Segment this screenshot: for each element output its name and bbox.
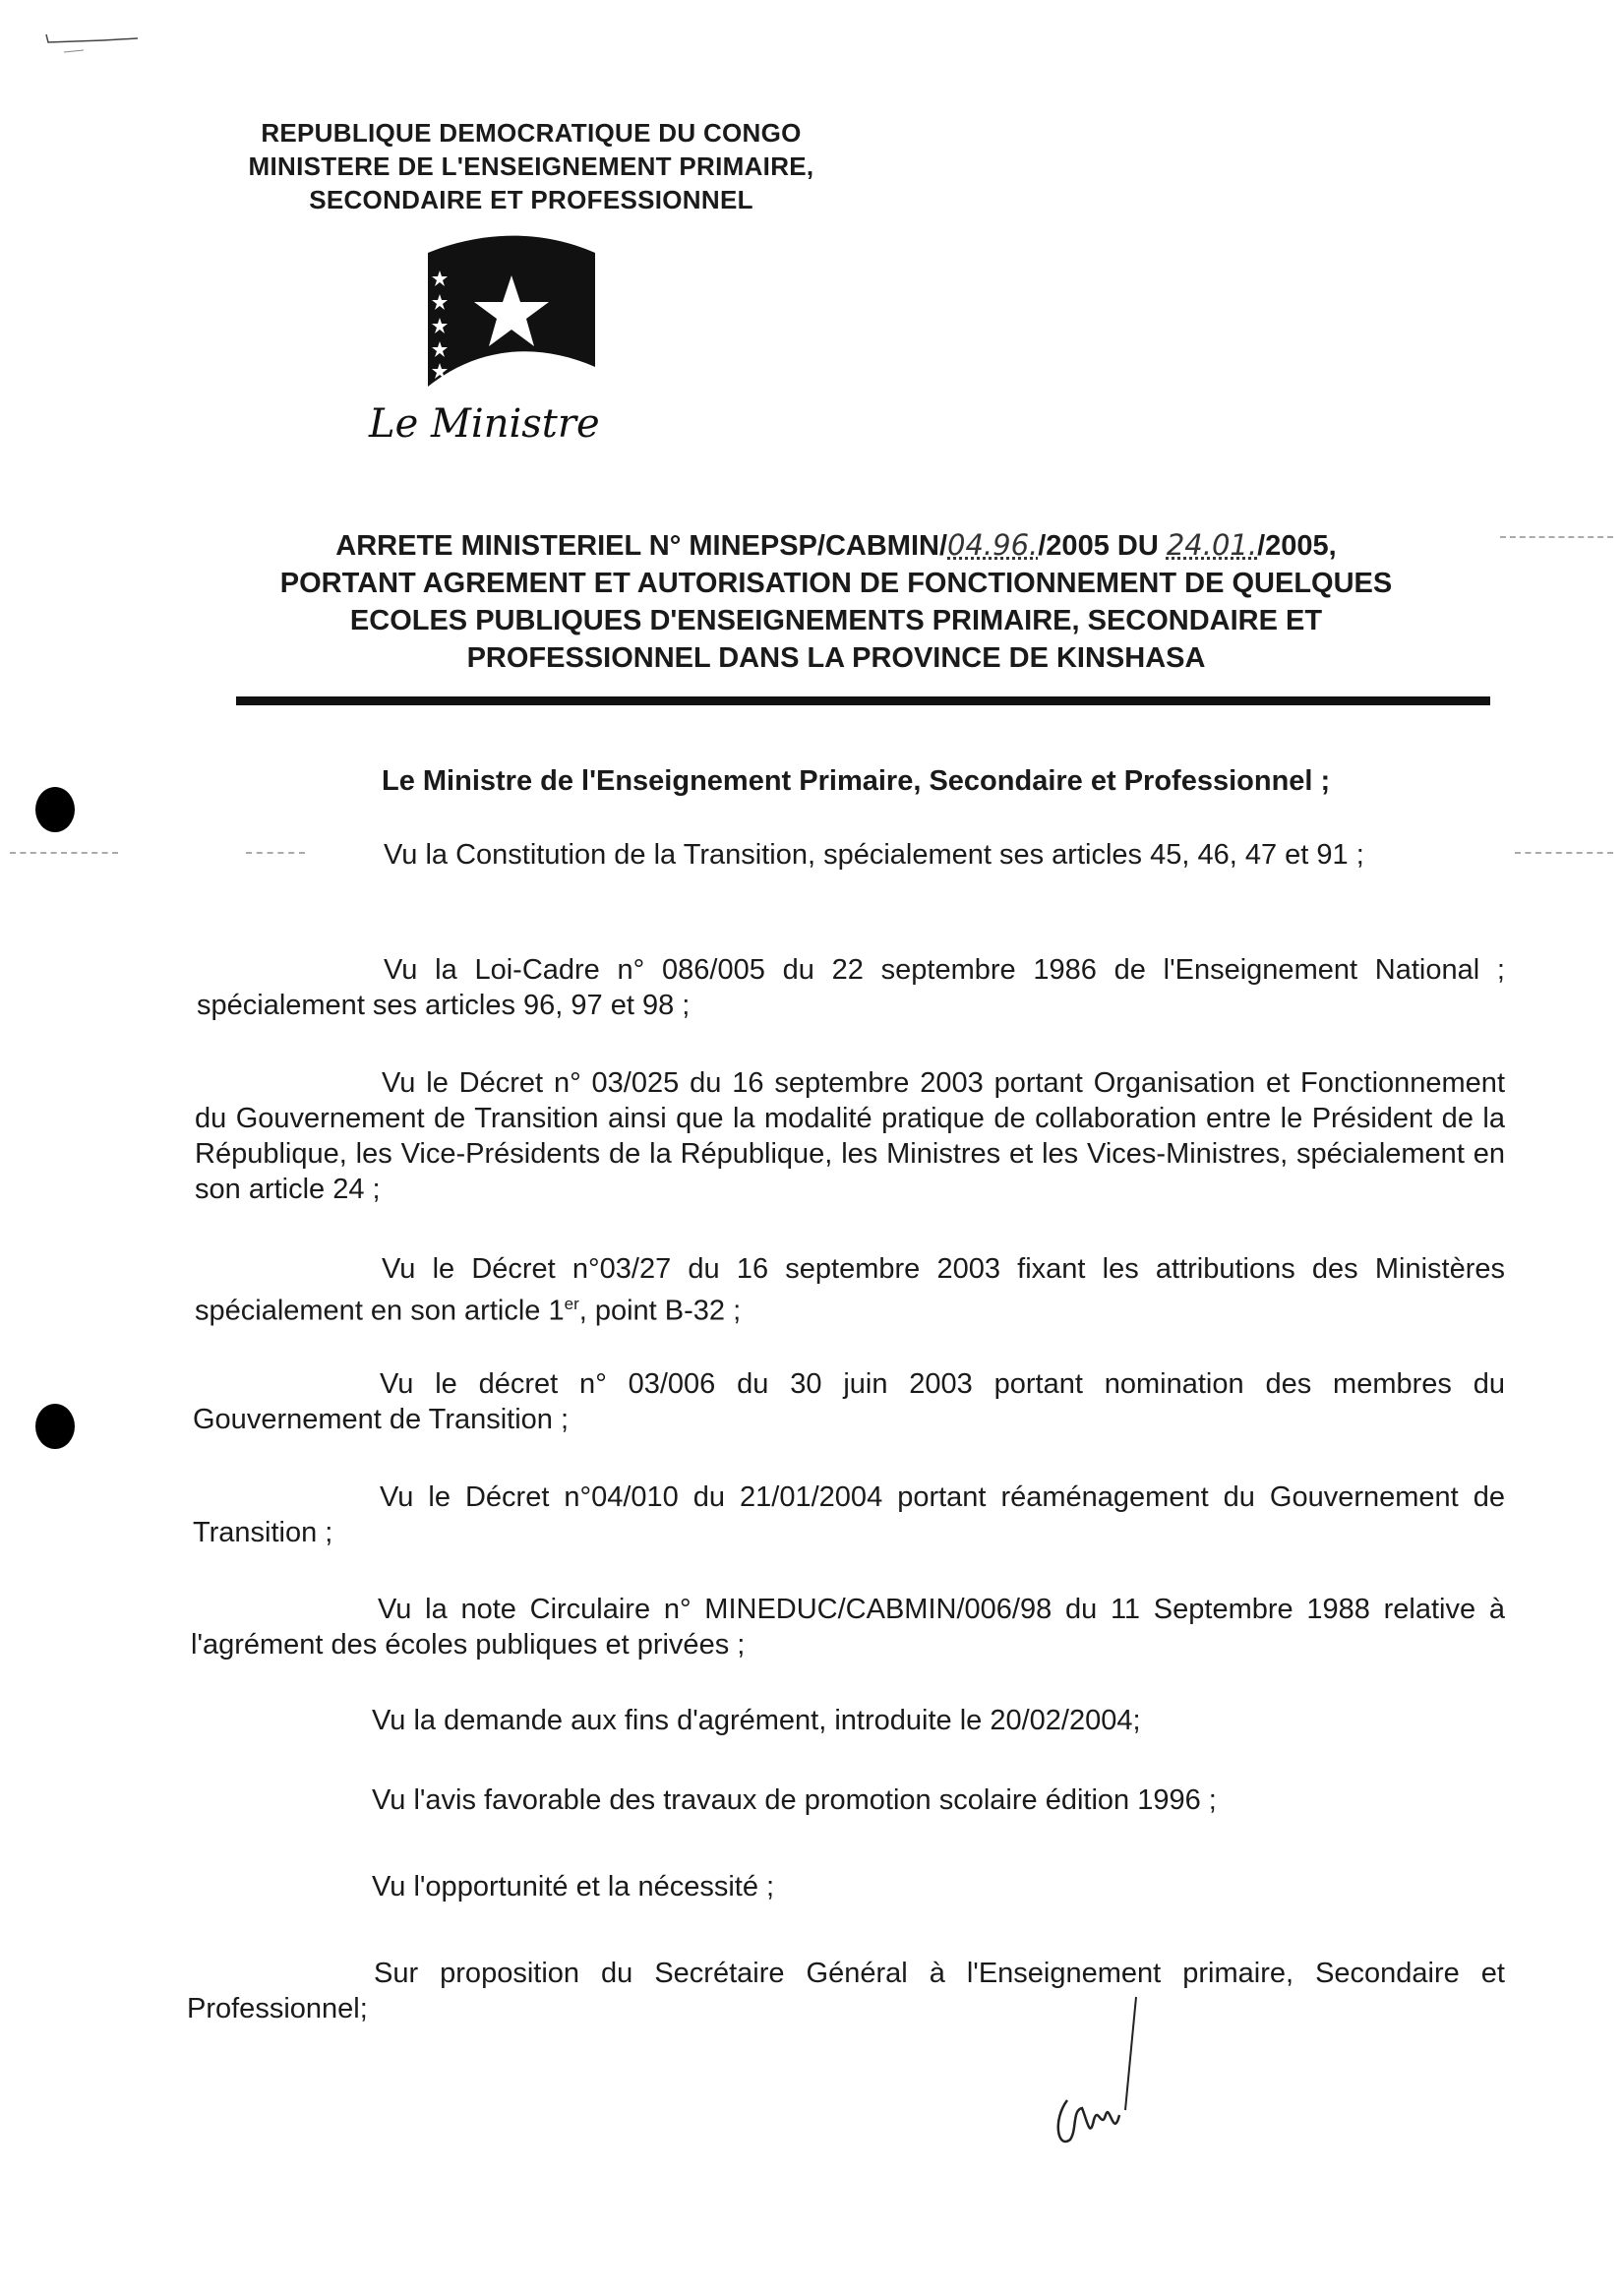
considerant-paragraph: Vu le Décret n°03/27 du 16 septembre 2003 fixant les attributions des Ministères spécialement en son article 1er, point B-32 ; xyxy=(195,1253,1505,1327)
considerant-paragraph: Vu la Constitution de la Transition, spécialement ses articles 45, 46, 47 et 91 ; xyxy=(384,839,1364,871)
punch-hole xyxy=(35,1404,75,1449)
decree-subject-line: ECOLES PUBLIQUES D'ENSEIGNEMENTS PRIMAIRE, SECONDAIRE ET xyxy=(349,605,1323,636)
margin-fold-mark xyxy=(10,852,118,854)
letterhead xyxy=(197,116,866,216)
letterhead-country: REPUBLIQUE DEMOCRATIQUE DU CONGO xyxy=(261,118,802,148)
considerant-paragraph: Vu le Décret n° 03/025 du 16 septembre 2003 portant Organisation et Fonctionnement du Gouvernement de Transition ainsi que la modalité pratique de collaboration entre le Président de la République, les Vice-Présidents de la République, les Ministres et les Vices-Ministres, spécialement en son article 24 ; xyxy=(195,1067,1505,1205)
handwritten-decree-number: 04.96. xyxy=(947,528,1039,562)
minister-title: Le Ministre xyxy=(369,401,600,447)
punch-hole xyxy=(35,787,75,832)
minister-heading: Le Ministre de l'Enseignement Primaire, Secondaire et Professionnel ; xyxy=(382,765,1331,797)
handwritten-decree-date: 24.01. xyxy=(1166,528,1258,562)
title-rule xyxy=(236,696,1490,705)
proposal-paragraph: Sur proposition du Secrétaire Général à l'Enseignement primaire, Secondaire et Professionnel; xyxy=(187,1958,1505,2024)
decree-subject-line: PROFESSIONNEL DANS LA PROVINCE DE KINSHASA xyxy=(466,642,1206,674)
corner-pen-mark xyxy=(44,25,152,64)
considerant-paragraph: Vu la Loi-Cadre n° 086/005 du 22 septembre 1986 de l'Enseignement National ; spécialement ses articles 96, 97 et 98 ; xyxy=(197,954,1505,1021)
letterhead-ministry: MINISTERE DE L'ENSEIGNEMENT PRIMAIRE, xyxy=(248,151,814,181)
margin-fold-mark xyxy=(246,852,305,854)
margin-fold-mark xyxy=(1500,536,1613,538)
considerant-paragraph: Vu la note Circulaire n° MINEDUC/CABMIN/006/98 du 11 Septembre 1988 relative à l'agrément des écoles publiques et privées ; xyxy=(191,1594,1505,1661)
decree-reference: ARRETE MINISTERIEL N° MINEPSP/CABMIN/04.96./2005 DU 24.01./2005, xyxy=(335,528,1337,562)
considerant-line: Vu l'avis favorable des travaux de promotion scolaire édition 1996 ; xyxy=(372,1784,1217,1816)
margin-fold-mark xyxy=(1515,852,1613,854)
drc-flag-star-emblem-icon xyxy=(418,231,605,398)
decree-title xyxy=(197,526,1475,677)
letterhead-ministry-cont: SECONDAIRE ET PROFESSIONNEL xyxy=(309,185,753,214)
considerant-paragraph: Vu le décret n° 03/006 du 30 juin 2003 portant nomination des membres du Gouvernement de Transition ; xyxy=(193,1368,1505,1435)
considerant-line: Vu la demande aux fins d'agrément, introduite le 20/02/2004; xyxy=(372,1705,1141,1736)
considerant-paragraph: Vu le Décret n°04/010 du 21/01/2004 portant réaménagement du Gouvernement de Transition ; xyxy=(193,1481,1505,1548)
signature-initials-icon xyxy=(1043,1992,1161,2169)
considerant-line: Vu l'opportunité et la nécessité ; xyxy=(372,1871,775,1902)
decree-subject-line: PORTANT AGREMENT ET AUTORISATION DE FONCTIONNEMENT DE QUELQUES xyxy=(279,568,1393,599)
